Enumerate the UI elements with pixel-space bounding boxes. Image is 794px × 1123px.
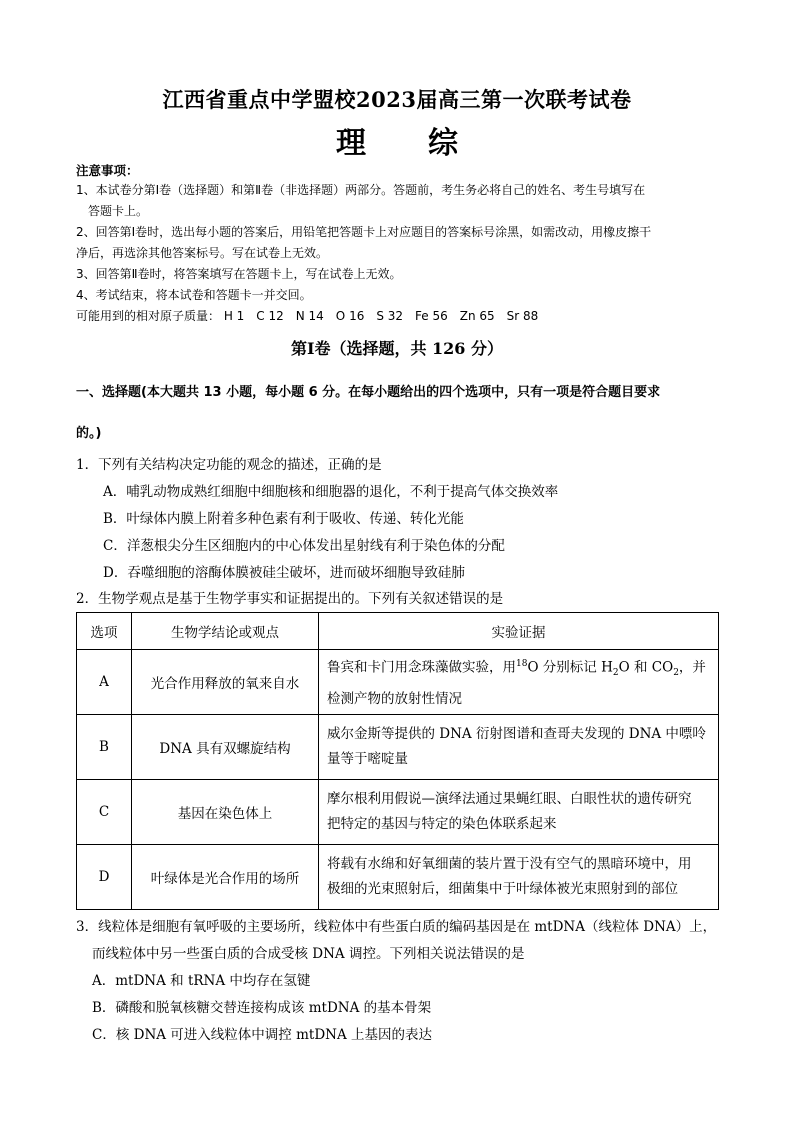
- question-1-option-b: B．叶绿体内膜上附着多种色素有利于吸收、传递、转化光能: [103, 511, 464, 527]
- question-3-option-c: C．核 DNA 可进入线粒体中调控 mtDNA 上基因的表达: [92, 1027, 432, 1043]
- section-title: 第Ⅰ卷（选择题，共 126 分）: [290, 339, 504, 358]
- question-3-stem-line-2: 而线粒体中另一些蛋白质的合成受核 DNA 调控。下列相关说法错误的是: [92, 946, 525, 962]
- evidence-subscript: 2: [612, 668, 619, 679]
- question-1-option-d: D．吞噬细胞的溶酶体膜被硅尘破坏，进而破坏细胞导致硅肺: [103, 565, 465, 581]
- evidence-text: 把特定的基因与特定的染色体联系起来: [327, 816, 557, 832]
- row-option: D: [77, 845, 132, 910]
- row-conclusion: 基因在染色体上: [132, 780, 319, 845]
- question-1-option-a: A．哺乳动物成熟红细胞中细胞核和细胞器的退化，不利于提高气体交换效率: [103, 484, 559, 500]
- table-row: [77, 845, 719, 910]
- subject-title: [0, 118, 794, 162]
- row-conclusion: 叶绿体是光合作用的场所: [132, 845, 319, 910]
- evidence-text: O 和 CO: [618, 659, 674, 676]
- evidence-text: 极细的光束照射后，细菌集中于叶绿体被光束照射到的部位: [327, 881, 678, 897]
- table-header-option: 选项: [77, 613, 132, 650]
- question-3-stem-line-1: 3．线粒体是细胞有氧呼吸的主要场所，线粒体中有些蛋白质的编码基因是在 mtDNA（线粒体 DNA）上，: [76, 919, 717, 935]
- note-item-1: [76, 180, 736, 222]
- evidence-text: 鲁宾和卡门用念珠藻做实验，用: [327, 659, 516, 676]
- evidence-table: [76, 612, 719, 910]
- section-instructions-line-1: 一、选择题(本大题共 13 小题，每小题 6 分。在每小题给出的四个选项中，只有一项是符合题目要求: [76, 385, 661, 400]
- table-header-conclusion: 生物学结论或观点: [132, 613, 319, 650]
- note-item-1-line-2: 答题卡上。: [88, 204, 149, 218]
- row-option: A: [77, 650, 132, 715]
- table-row: [77, 650, 719, 715]
- evidence-superscript: 18: [516, 659, 528, 670]
- question-2-stem: 2．生物学观点是基于生物学事实和证据提出的。下列有关叙述错误的是: [76, 591, 504, 607]
- evidence-subscript: 2: [673, 668, 679, 679]
- row-option: B: [77, 715, 132, 780]
- exam-title: 江西省重点中学盟校2023届高三第一次联考试卷: [162, 87, 632, 112]
- evidence-text: 量等于嘧啶量: [327, 751, 408, 767]
- atomic-masses: 可能用到的相对原子质量： H 1 C 12 N 14 O 16 S 32 Fe 56 Zn 65 Sr 88: [76, 309, 539, 323]
- table-row: [77, 780, 719, 845]
- question-3-option-a: A．mtDNA 和 tRNA 中均存在氢键: [92, 973, 311, 989]
- row-conclusion: DNA 具有双螺旋结构: [132, 715, 319, 780]
- subject-char-2: 综: [428, 126, 458, 161]
- table-header-row: [77, 613, 719, 650]
- table-header-evidence: 实验证据: [319, 613, 719, 650]
- evidence-text: O 分别标记 H: [527, 659, 613, 676]
- row-option: C: [77, 780, 132, 845]
- section-instructions-line-2: 的。): [76, 426, 102, 441]
- question-1-option-c: C．洋葱根尖分生区细胞内的中心体发出星射线有利于染色体的分配: [103, 538, 505, 554]
- note-item-1-line-1: 1、本试卷分第Ⅰ卷（选择题）和第Ⅱ卷（非选择题）两部分。答题前，考生务必将自己的姓名、考生号填写在: [76, 183, 646, 197]
- evidence-text: 将载有水绵和好氧细菌的装片置于没有空气的黑暗环境中，用: [327, 856, 692, 872]
- question-1-stem: 1．下列有关结构决定功能的观念的描述，正确的是: [76, 457, 382, 473]
- row-evidence: [319, 780, 719, 845]
- subject-char-1: 理: [336, 126, 366, 161]
- notes-heading: 注意事项：: [76, 163, 139, 178]
- evidence-text: 摩尔根利用假说—演绎法通过果蝇红眼、白眼性状的遗传研究: [327, 791, 692, 807]
- note-item-2-line-1: 2、回答第Ⅰ卷时，选出每小题的答案后，用铅笔把答题卡上对应题目的答案标号涂黑，如需改动，用橡皮擦干: [76, 225, 652, 239]
- evidence-text: ，并: [678, 659, 706, 676]
- evidence-text: 检测产物的放射性情况: [327, 690, 462, 707]
- question-3-option-b: B．磷酸和脱氧核糖交替连接构成该 mtDNA 的基本骨架: [92, 1000, 432, 1016]
- row-evidence: [319, 845, 719, 910]
- table-row: [77, 715, 719, 780]
- note-item-3: 3、回答第Ⅱ卷时，将答案填写在答题卡上，写在试卷上无效。: [76, 267, 402, 281]
- row-evidence: [319, 715, 719, 780]
- note-item-2: [76, 222, 736, 264]
- note-item-4: 4、考试结束，将本试卷和答题卡一并交回。: [76, 288, 312, 302]
- evidence-text: 威尔金斯等提供的 DNA 衍射图谱和查哥夫发现的 DNA 中嘌呤: [327, 726, 706, 742]
- row-conclusion: 光合作用释放的氧来自水: [132, 650, 319, 715]
- row-evidence: [319, 650, 719, 715]
- note-item-2-line-2: 净后，再选涂其他答案标号。写在试卷上无效。: [76, 246, 329, 260]
